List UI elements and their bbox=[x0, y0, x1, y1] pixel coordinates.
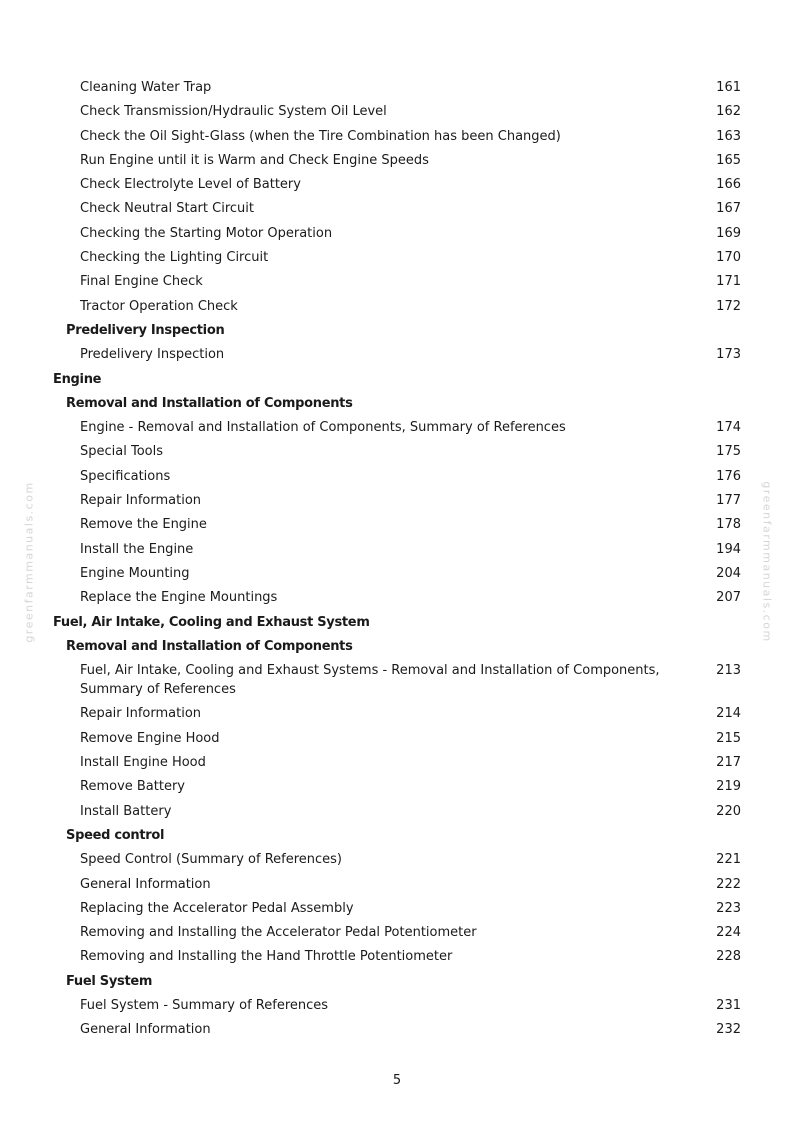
toc-page-number: 172 bbox=[716, 298, 741, 314]
toc-page-number: 169 bbox=[716, 225, 741, 241]
toc-entry[interactable] bbox=[0, 1018, 794, 1042]
toc-entry[interactable] bbox=[0, 751, 794, 775]
toc-entry-title: Checking the Starting Motor Operation bbox=[80, 225, 333, 241]
toc-entry-title: Speed Control (Summary of References) bbox=[80, 852, 343, 868]
toc-section bbox=[66, 970, 794, 994]
toc-page-number: 207 bbox=[716, 590, 741, 606]
toc-entry-title: Remove the Engine bbox=[80, 517, 207, 533]
toc-entry-title: Install Engine Hood bbox=[80, 755, 206, 771]
toc-chapter-title: Fuel, Air Intake, Cooling and Exhaust System bbox=[53, 614, 370, 630]
toc-entry-title: Run Engine until it is Warm and Check Engine Speeds bbox=[80, 152, 429, 168]
toc-entry[interactable] bbox=[0, 848, 794, 872]
toc-entry-title: Removing and Installing the Accelerator Pedal Potentiometer bbox=[80, 925, 477, 941]
toc-entry[interactable] bbox=[0, 100, 794, 124]
toc-entry[interactable] bbox=[0, 222, 794, 246]
toc-page-number: 171 bbox=[716, 274, 741, 290]
toc-entry-title: Checking the Lighting Circuit bbox=[80, 250, 269, 266]
toc-entry[interactable] bbox=[0, 197, 794, 221]
toc-entry-title: Cleaning Water Trap bbox=[80, 80, 212, 95]
toc-page-number: 224 bbox=[716, 925, 741, 941]
toc-entry[interactable] bbox=[0, 489, 794, 513]
toc-entry[interactable] bbox=[0, 149, 794, 173]
toc-entry[interactable] bbox=[0, 994, 794, 1018]
toc-entry[interactable] bbox=[0, 538, 794, 562]
toc-entry-title: Repair Information bbox=[80, 706, 202, 722]
toc-entry[interactable] bbox=[0, 343, 794, 367]
toc-page-number: 163 bbox=[716, 128, 741, 144]
toc-entry-title: Tractor Operation Check bbox=[80, 298, 238, 314]
toc-entry-title: Specifications bbox=[80, 468, 171, 484]
toc-entry[interactable] bbox=[0, 659, 794, 702]
toc-entry[interactable] bbox=[0, 465, 794, 489]
toc-page-number: 221 bbox=[716, 852, 741, 868]
toc-page-number: 220 bbox=[716, 803, 741, 819]
toc-entry-title: Fuel System - Summary of References bbox=[80, 997, 329, 1013]
toc-chapter bbox=[53, 611, 794, 635]
toc-entry-title: Removing and Installing the Hand Throttle Potentiometer bbox=[80, 949, 453, 965]
toc-entry-title: Check Neutral Start Circuit bbox=[80, 201, 254, 217]
toc-entry[interactable] bbox=[0, 897, 794, 921]
toc-page-number: 219 bbox=[716, 779, 741, 795]
toc-page-number: 178 bbox=[716, 517, 741, 533]
toc-entry-title: Install the Engine bbox=[80, 541, 194, 557]
toc-entry[interactable] bbox=[0, 173, 794, 197]
toc-entry-title: Repair Information bbox=[80, 493, 202, 509]
toc-entry[interactable] bbox=[0, 921, 794, 945]
toc-page-number: 170 bbox=[716, 250, 741, 266]
toc-page-number: 173 bbox=[716, 347, 741, 363]
toc-entry[interactable] bbox=[0, 125, 794, 149]
toc-page-number: 223 bbox=[716, 900, 741, 916]
toc-entry[interactable] bbox=[0, 295, 794, 319]
toc-section-title: Removal and Installation of Components bbox=[66, 638, 353, 654]
toc-entry-title: Check the Oil Sight-Glass (when the Tire Combination has been Changed) bbox=[80, 128, 561, 144]
toc-section bbox=[66, 319, 794, 343]
toc-chapter bbox=[53, 368, 794, 392]
toc-page-number: 232 bbox=[716, 1022, 741, 1038]
toc-entry-title: General Information bbox=[80, 1022, 211, 1038]
toc-entry-title: Remove Engine Hood bbox=[80, 730, 220, 746]
toc-entry-title: Check Electrolyte Level of Battery bbox=[80, 177, 301, 193]
toc-entry[interactable] bbox=[0, 800, 794, 824]
toc-entry-title: Replacing the Accelerator Pedal Assembly bbox=[80, 900, 354, 916]
toc-entry[interactable] bbox=[0, 440, 794, 464]
table-of-contents bbox=[0, 76, 794, 1043]
toc-entry[interactable] bbox=[0, 416, 794, 440]
toc-entry[interactable] bbox=[0, 76, 794, 100]
toc-section-title: Removal and Installation of Components bbox=[66, 395, 353, 411]
toc-page-number: 176 bbox=[716, 468, 741, 484]
toc-page-number: 214 bbox=[716, 706, 741, 722]
toc-entry[interactable] bbox=[0, 727, 794, 751]
toc-page-number: 177 bbox=[716, 493, 741, 509]
toc-page-number: 217 bbox=[716, 755, 741, 771]
toc-page-number: 204 bbox=[716, 565, 741, 581]
toc-page-number: 167 bbox=[716, 201, 741, 217]
toc-entry-title: Predelivery Inspection bbox=[80, 347, 225, 363]
toc-entry[interactable] bbox=[0, 270, 794, 294]
page-number: 5 bbox=[392, 1073, 402, 1088]
toc-entry[interactable] bbox=[0, 586, 794, 610]
toc-entry-title: Final Engine Check bbox=[80, 274, 203, 290]
toc-entry[interactable] bbox=[0, 702, 794, 726]
toc-page-number: 228 bbox=[716, 949, 741, 965]
toc-section bbox=[66, 824, 794, 848]
toc-page-number: 175 bbox=[716, 444, 741, 460]
toc-page-number: 231 bbox=[716, 997, 741, 1013]
toc-entry-title: Install Battery bbox=[80, 803, 172, 819]
toc-page-number: 174 bbox=[716, 420, 741, 436]
toc-entry[interactable] bbox=[0, 775, 794, 799]
toc-entry-title: Special Tools bbox=[80, 444, 163, 460]
toc-entry-title: Engine Mounting bbox=[80, 565, 190, 581]
toc-page-number: 161 bbox=[716, 80, 741, 95]
toc-chapter-title: Engine bbox=[53, 371, 102, 387]
toc-entry[interactable] bbox=[0, 562, 794, 586]
toc-page-number: 213 bbox=[716, 663, 741, 679]
toc-entry[interactable] bbox=[0, 873, 794, 897]
toc-page-number: 165 bbox=[716, 152, 741, 168]
toc-section-title: Fuel System bbox=[66, 973, 153, 989]
toc-entry-title: General Information bbox=[80, 876, 211, 892]
toc-page-number: 166 bbox=[716, 177, 741, 193]
toc-page-number: 162 bbox=[716, 104, 741, 120]
toc-section bbox=[66, 392, 794, 416]
watermark-right-text: greenfarmmanuals.com bbox=[760, 481, 774, 643]
toc-entry-title: Check Transmission/Hydraulic System Oil Level bbox=[80, 104, 387, 120]
toc-section-title: Predelivery Inspection bbox=[66, 322, 225, 338]
toc-entry[interactable] bbox=[0, 945, 794, 969]
toc-page-number: 222 bbox=[716, 876, 741, 892]
toc-entry-title: Remove Battery bbox=[80, 779, 186, 795]
toc-entry-title: Engine - Removal and Installation of Components, Summary of References bbox=[80, 420, 566, 436]
toc-entry-title: Fuel, Air Intake, Cooling and Exhaust Systems - Removal and Installation of Components, Summary of References bbox=[80, 663, 660, 698]
toc-entry[interactable] bbox=[0, 246, 794, 270]
toc-entry[interactable] bbox=[0, 513, 794, 537]
toc-entry-title: Replace the Engine Mountings bbox=[80, 590, 278, 606]
toc-section-title: Speed control bbox=[66, 827, 165, 843]
toc-section bbox=[66, 635, 794, 659]
toc-page-number: 215 bbox=[716, 730, 741, 746]
watermark-left-text: greenfarmmanuals.com bbox=[22, 481, 36, 643]
toc-page-number: 194 bbox=[716, 541, 741, 557]
